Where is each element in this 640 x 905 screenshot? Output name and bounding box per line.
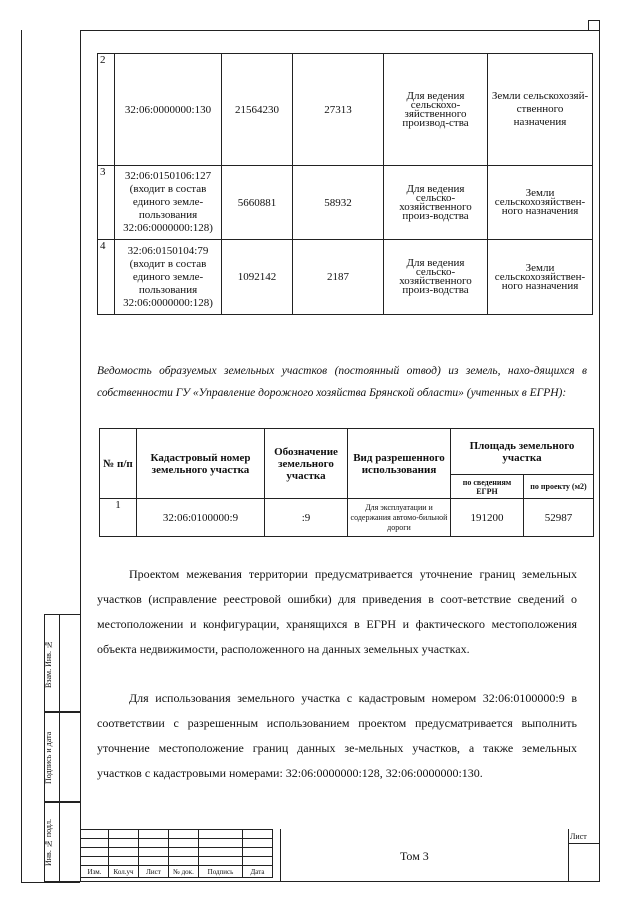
side-box-vzam [44, 614, 80, 712]
table-row [98, 240, 593, 315]
cadastral-number: 32:06:0150104:79 (входит в состав единого земле-пользования 32:06:0000000:128) [115, 240, 222, 315]
area-value: 5660881 [222, 166, 293, 240]
designation: :9 [265, 499, 348, 537]
header-designation: Обозначение земельного участка [265, 429, 348, 499]
area-value: 1092142 [222, 240, 293, 315]
permitted-use: Для ведения сельскохо-зяйственного производ-ства [384, 54, 488, 166]
area-value: 2187 [293, 240, 384, 315]
area-value: 27313 [293, 54, 384, 166]
cadastral-number: 32:06:0100000:9 [137, 499, 265, 537]
row-number: 3 [98, 166, 115, 240]
volume-title: Том 3 [400, 849, 429, 863]
land-category: Земли сельскохозяйствен-ного назначения [488, 166, 593, 240]
header-num: № п/п [100, 429, 137, 499]
header-use: Вид разрешенного использования [348, 429, 451, 499]
cadastral-number: 32:06:0000000:130 [115, 54, 222, 166]
paragraph-2: Для использования земельного участка с кадастровым номером 32:06:0100000:9 в соответствии с разрешенным использованием проектом предусматривается выполнить уточнение местоположение границ данных зе-мельных участков, а также земельных участков с кадастровыми номерами: 32:06:0000000:128, 32:06:0000000:130. [97, 691, 577, 780]
land-plots-table [97, 53, 593, 315]
side-box-podpis [44, 712, 80, 802]
header-area: Площадь земельного участка [451, 429, 594, 475]
land-category: Земли сельскохозяй-ственного назначения [488, 54, 593, 166]
header-area-project: по проекту (м2) [524, 475, 594, 499]
area-egrn: 191200 [451, 499, 524, 537]
stamp-list: Лист [139, 866, 169, 878]
permitted-use: Для ведения сельско-хозяйственного произ-водства [384, 240, 488, 315]
area-value: 21564230 [222, 54, 293, 166]
paragraph-1: Проектом межевания территории предусматривается уточнение границ земельных участков (исправление реестровой ошибки) для приведения в соот-ветствие сведений о местоположении и конфигурации, хранящихся в ЕГРН и фактического местоположения объекта недвижимости, расположенного на данных земельных участках. [97, 567, 577, 656]
row-number: 4 [98, 240, 115, 315]
stamp-data: Дата [243, 866, 273, 878]
title-block [80, 829, 600, 882]
table-caption: Ведомость образуемых земельных участков (постоянный отвод) из земель, нахо-дящихся в собственности ГУ «Управление дорожного хозяйства Брянской области» (учтенных в ЕГРН): [97, 365, 587, 399]
stamp-izm: Изм. [81, 866, 109, 878]
table-row [98, 54, 593, 166]
table-row [100, 499, 594, 537]
header-area-egrn: по сведениям ЕГРН [451, 475, 524, 499]
permitted-use: Для эксплуатации и содержания автомо-бильной дороги [348, 499, 451, 537]
row-number: 2 [98, 54, 115, 166]
row-number: 1 [100, 499, 137, 537]
permitted-use: Для ведения сельско-хозяйственного произ-водства [384, 166, 488, 240]
stamp-podpis: Подпись [199, 866, 243, 878]
title-block-grid [80, 829, 273, 878]
side-box-inv [44, 802, 80, 882]
cadastral-number: 32:06:0150106:127 (входит в состав единого земле-пользования 32:06:0000000:128) [115, 166, 222, 240]
land-category: Земли сельскохозяйствен-ного назначения [488, 240, 593, 315]
sheet-label: Лист [570, 832, 587, 841]
side-label-vzam: Взам. Инв. № [44, 640, 53, 688]
stamp-ndok: № док. [169, 866, 199, 878]
stamp-koluch: Кол.уч [109, 866, 139, 878]
area-value: 58932 [293, 166, 384, 240]
header-cadastral: Кадастровый номер земельного участка [137, 429, 265, 499]
table-row [98, 166, 593, 240]
side-label-inv: Инв. № подл. [44, 819, 53, 867]
outer-left-border [21, 30, 22, 882]
formed-plots-table [99, 428, 594, 537]
side-label-podpis: Подпись и дата [44, 731, 53, 785]
outer-bottom-border [21, 882, 80, 883]
frame-corner-tab [588, 20, 600, 30]
area-project: 52987 [524, 499, 594, 537]
